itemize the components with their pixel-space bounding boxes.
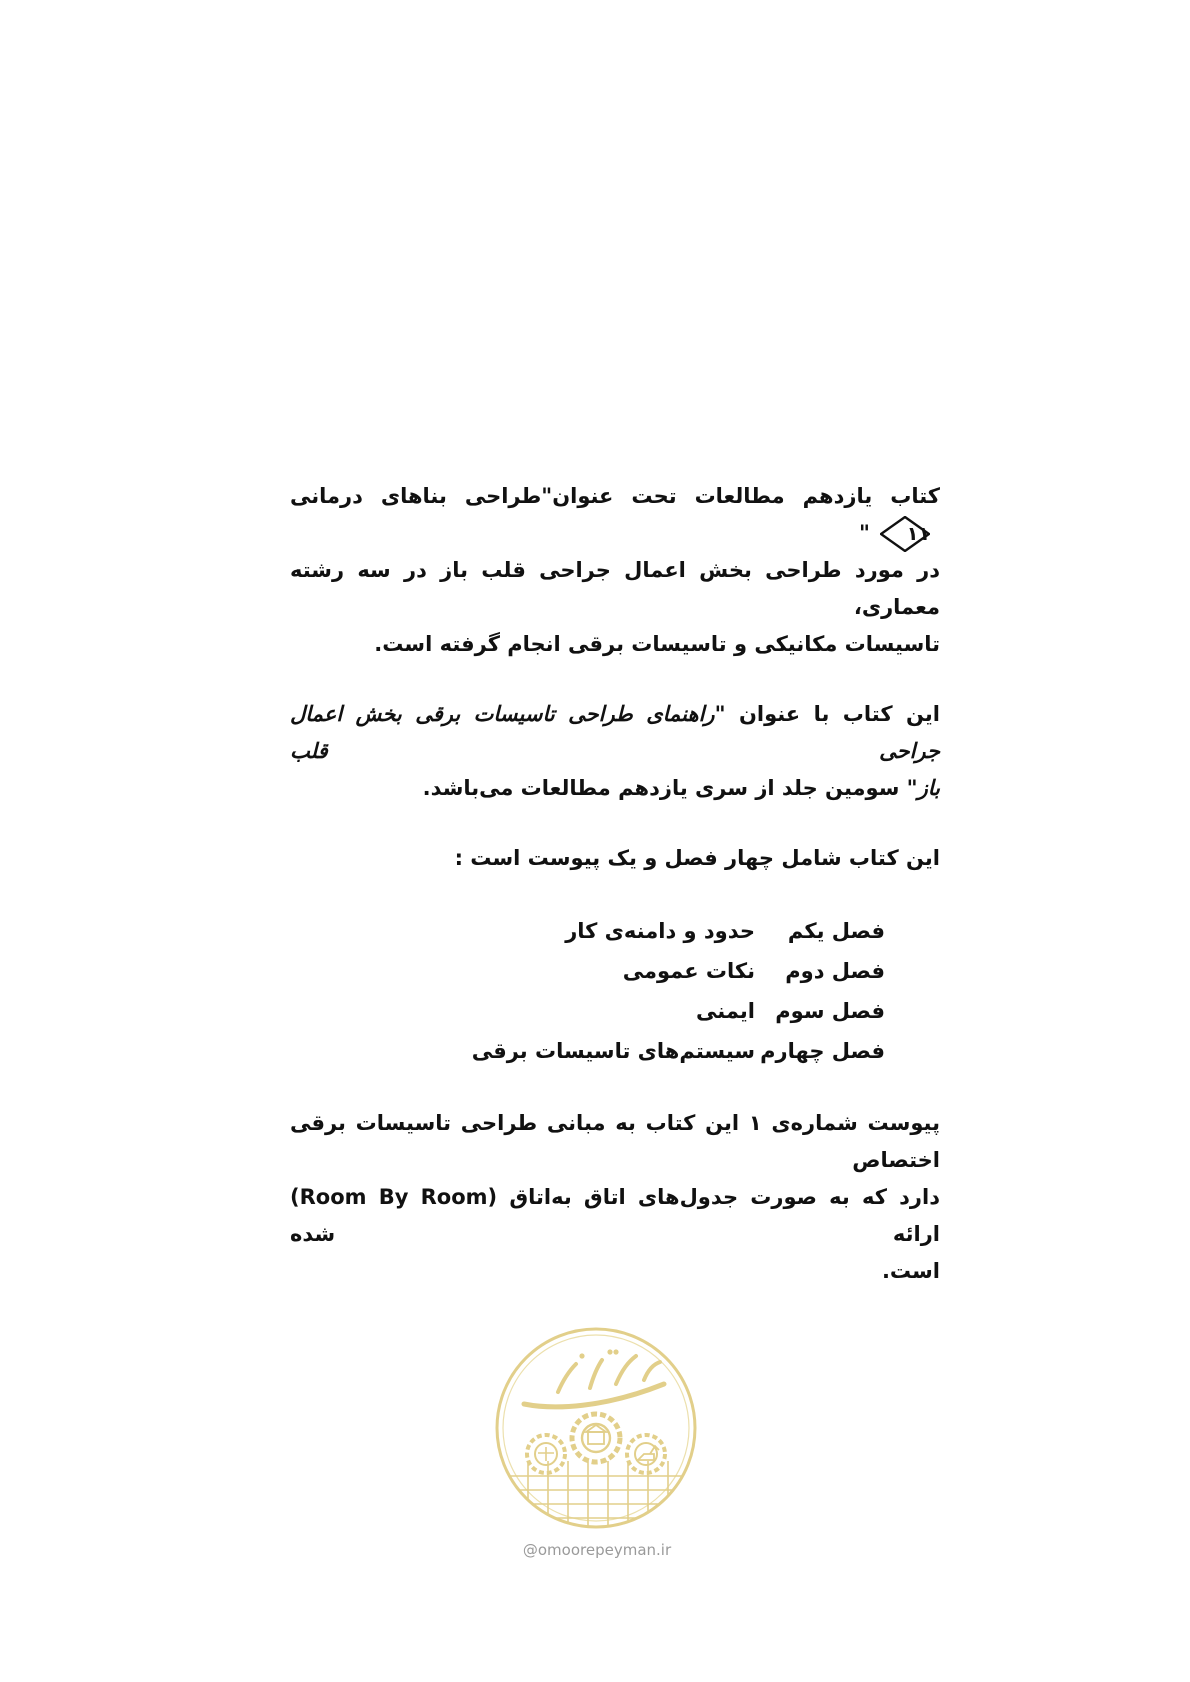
chapter-title: ایمنی <box>696 999 755 1023</box>
volume-number: ۱۱ <box>906 523 930 545</box>
intro-line-1 <box>290 478 940 552</box>
chapter-title: سیستم‌های تاسیسات برقی <box>471 1039 755 1063</box>
book-suffix: سومین جلد از سری یازدهم مطالعات می‌باشد. <box>422 776 907 800</box>
book-prefix: این کتاب با عنوان " <box>714 702 940 726</box>
watermark-url: @omoorepeyman.ir <box>522 1541 672 1559</box>
chapter-title: نکات عمومی <box>622 959 755 983</box>
appendix-line-2: دارد که به صورت جدول‌های اتاق به‌اتاق (Room By Room) ارائه شده <box>290 1185 940 1246</box>
contents-intro: این کتاب شامل چهار فصل و یک پیوست است : <box>454 846 940 870</box>
volume-number-badge <box>880 516 930 552</box>
book-line-2 <box>290 770 940 807</box>
intro-text-a: کتاب یازدهم مطالعات تحت عنوان"طراحی بناهای درمانی <box>290 484 940 508</box>
book-title-paragraph <box>290 696 940 807</box>
chapter-number: فصل یکم <box>787 919 885 943</box>
appendix-line-1: پیوست شماره‌ی ۱ این کتاب به مبانی طراحی تاسیسات برقی اختصاص <box>290 1111 940 1172</box>
intro-text-b: " <box>859 521 870 545</box>
appendix-paragraph <box>290 1105 940 1290</box>
chapter-row <box>290 951 885 991</box>
chapter-title: حدود و دامنه‌ی کار <box>565 919 755 943</box>
omoore-peyman-logo-icon <box>494 1326 698 1530</box>
chapter-row <box>290 991 885 1031</box>
document-body <box>290 478 940 1290</box>
book-title-part-1: راهنمای طراحی تاسیسات برقی بخش اعمال جراحی قلب <box>290 702 940 763</box>
chapter-number: فصل دوم <box>785 959 885 983</box>
chapter-row <box>290 911 885 951</box>
chapter-list <box>290 911 885 1071</box>
chapter-number: فصل چهارم <box>760 1039 885 1063</box>
intro-paragraph <box>290 478 940 663</box>
book-line-1 <box>290 696 940 770</box>
intro-line-3: تاسیسات مکانیکی و تاسیسات برقی انجام گرفته است. <box>374 632 940 656</box>
watermark-logo <box>494 1326 698 1530</box>
book-title-part-2: باز" <box>906 776 940 800</box>
appendix-line-3: است. <box>881 1259 940 1283</box>
chapter-number: فصل سوم <box>775 999 885 1023</box>
intro-line-2: در مورد طراحی بخش اعمال جراحی قلب باز در سه رشته معماری، <box>290 558 940 619</box>
chapter-row <box>290 1031 885 1071</box>
